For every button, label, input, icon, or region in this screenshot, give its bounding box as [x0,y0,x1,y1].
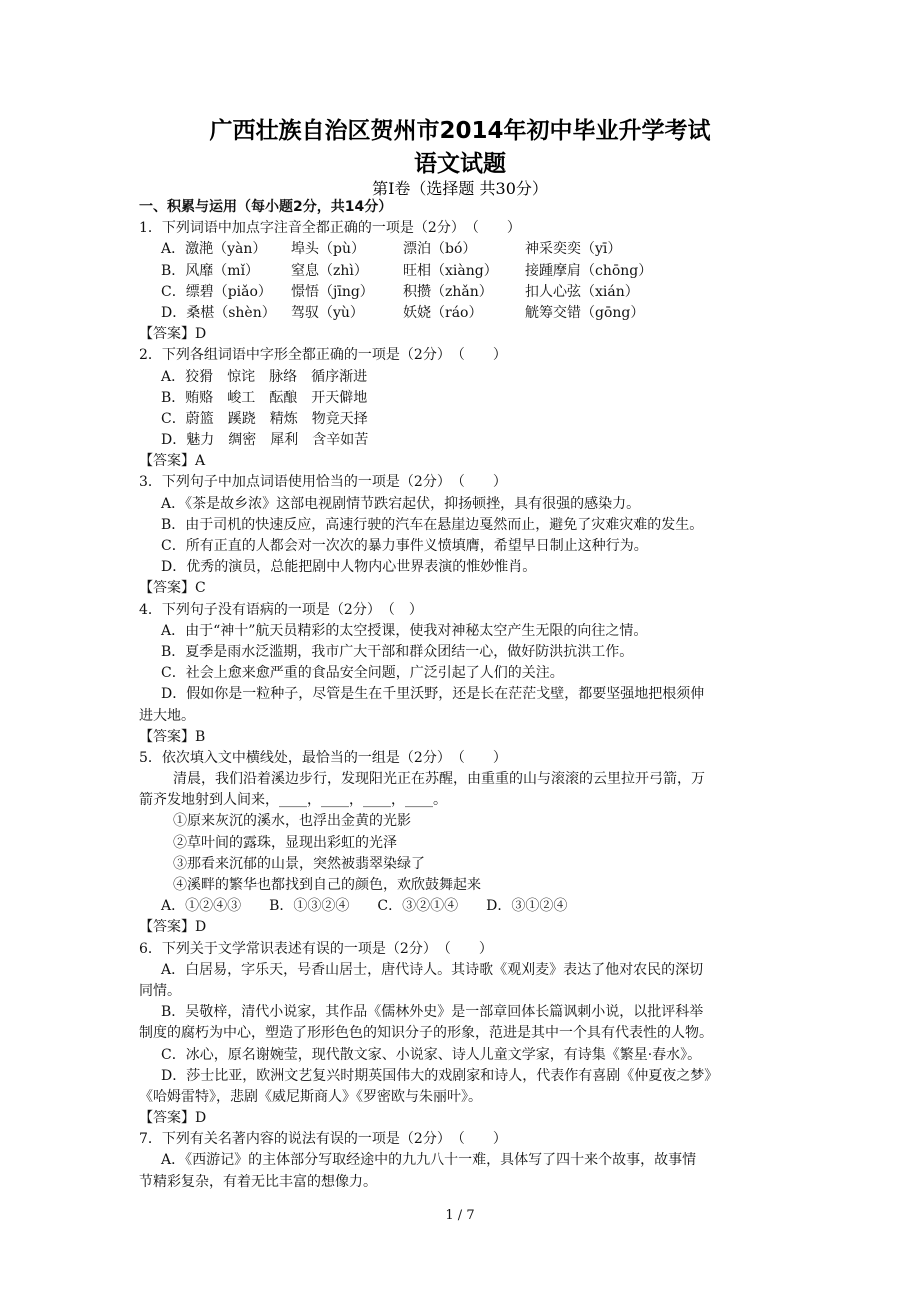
option-line: D．假如你是一粒种子，尽管是生在千里沃野，还是长在茫茫戈壁，都要坚强地把根须伸 [161,686,705,703]
option-line: A．狡猾 惊诧 脉络 循序渐进 [161,368,368,385]
option-continuation: 节精彩复杂，有着无比丰富的想像力。 [139,1173,377,1190]
question-2-stem: 2．下列各组词语中字形全都正确的一项是（2分） （ ） [139,347,507,364]
option-item: 驾驭（yù） [291,304,364,321]
option-item: 埠头（pù） [291,241,365,258]
answer-line: 【答案】D [139,919,207,936]
option-line: D．优秀的演员，总能把剧中人物内心世界表演的惟妙惟肖。 [161,559,537,576]
option-line: A．《西游记》的主体部分写取经途中的九九八十一难，具体写了四十来个故事，故事情 [161,1152,697,1169]
option-line: B．夏季是雨水泛滥期，我市广大干部和群众团结一心，做好防洪抗洪工作。 [161,643,634,660]
sentence-item: ③那看来沉郁的山景，突然被翡翠染绿了 [173,855,425,872]
option-line: C．所有正直的人都会对一次次的暴力事件义愤填膺，希望早日制止这种行为。 [161,538,648,554]
option-continuation: 进大地。 [139,707,195,724]
answer-line: 【答案】D [139,1110,207,1127]
question-1-stem: 1．下列词语中加点字注音全都正确的一项是（2分） （ ） [139,220,521,237]
option-item: 旺相（xiàng） [403,262,498,279]
option-line: B．贿赂 峻工 酝酿 开天僻地 [161,389,368,406]
question-3-stem: 3．下列句子中加点词语使用恰当的一项是（2分） （ ） [139,474,507,491]
part-heading: 第Ⅰ卷（选择题 共30分） [372,179,548,198]
sentence-item: ④溪畔的繁华也都找到自己的颜色，欢欣鼓舞起来 [173,877,481,893]
question-7-stem: 7．下列有关名著内容的说法有误的一项是（2分） （ ） [139,1131,507,1148]
option-line: C．社会上愈来愈严重的食品安全问题，广泛引起了人们的关注。 [161,665,564,682]
option-line: C．冰心，原名谢婉莹，现代散文家、小说家、诗人儿童文学家，有诗集《繁星·春水》。 [161,1046,702,1063]
option-item: 接踵摩肩（chōng） [525,262,653,279]
option-item: D．桑椹（shèn） [161,304,276,321]
question-4-stem: 4．下列句子没有语病的一项是（2分） （ ） [139,601,423,618]
answer-line: 【答案】C [139,580,206,597]
exam-content [139,197,789,1193]
sentence-item: ①原来灰沉的溪水，也浮出金黄的光影 [173,813,411,830]
page-number: 1 / 7 [445,1208,475,1223]
question-1-option-row [139,239,789,260]
option-item: 窒息（zhì） [291,262,368,279]
answer-line: 【答案】A [139,453,206,470]
option-item: 觥筹交错（gōng） [525,304,645,321]
option-item: 憬悟（jīng） [291,283,374,300]
exam-subtitle: 语文试题 [414,151,506,177]
option-line: D．莎士比亚，欧洲文艺复兴时期英国伟大的戏剧家和诗人，代表作有喜剧《仲夏夜之梦》 [161,1067,719,1084]
option-line: C．蔚篮 蹊跷 精炼 物竞天择 [161,410,368,427]
answer-line: 【答案】D [139,326,207,343]
question-1-option-row [139,303,789,324]
option-continuation: 《哈姆雷特》，悲剧《威尼斯商人》《罗密欧与朱丽叶》。 [139,1088,482,1105]
option-line: A．白居易，字乐天，号香山居士，唐代诗人。其诗歌《观刈麦》表达了他对农民的深切 [161,961,704,978]
question-6-stem: 6．下列关于文学常识表述有误的一项是（2分） （ ） [139,940,493,957]
answer-line: 【答案】B [139,728,206,745]
passage-line: 箭齐发地射到人间来，____，____，____，____。 [139,792,447,809]
option-item: 漂泊（bó） [403,241,477,258]
sentence-item: ②草叶间的露珠，显现出彩虹的光泽 [173,834,397,851]
option-line: B．由于司机的快速反应，高速行驶的汽车在悬崖边戛然而止，避免了灾难灾难的发生。 [161,516,704,533]
question-5-stem: 5．依次填入文中横线处，最恰当的一组是（2分） （ ） [139,749,507,766]
option-item: 积攒（zhǎn） [403,283,493,300]
option-line: D．魅力 绸密 犀利 含辛如苦 [161,432,369,449]
option-line: B．吴敬梓，清代小说家，其作品《儒林外史》是一部章回体长篇讽刺小说，以批评科举 [161,1004,704,1021]
question-1-option-row [139,282,789,303]
option-item: C．缥碧（piǎo） [161,283,272,300]
option-line: A．由于“神十”航天员精彩的太空授课，使我对神秘太空产生无限的向往之情。 [161,622,648,639]
passage-line: 清晨，我们沿着溪边步行，发现阳光正在苏醒，由重重的山与滚滚的云里拉开弓箭，万 [173,771,705,788]
section-heading: 一、积累与运用（每小题2分，共14分） [139,199,393,215]
option-item: 扣人心弦（xián） [525,283,639,300]
question-1-option-row [139,261,789,282]
exam-title: 广西壮族自治区贺州市2014年初中毕业升学考试 [209,118,711,144]
option-item: B．风靡（mǐ） [161,262,260,279]
option-item: 妖娆（ráo） [403,304,483,321]
option-line: A．《茶是故乡浓》这部电视剧情节跌宕起伏，抑扬顿挫，具有很强的感染力。 [161,495,641,512]
choice-line: A．①②④③ B．①③②④ C．③②①④ D．③①②④ [161,898,568,915]
option-item: A．激滟（yàn） [161,241,267,258]
option-item: 神采奕奕（yī） [525,241,622,258]
option-continuation: 同情。 [139,982,181,999]
option-continuation: 制度的腐朽为中心，塑造了形形色色的知识分子的形象，范进是其中一个具有代表性的人物。 [139,1025,713,1042]
